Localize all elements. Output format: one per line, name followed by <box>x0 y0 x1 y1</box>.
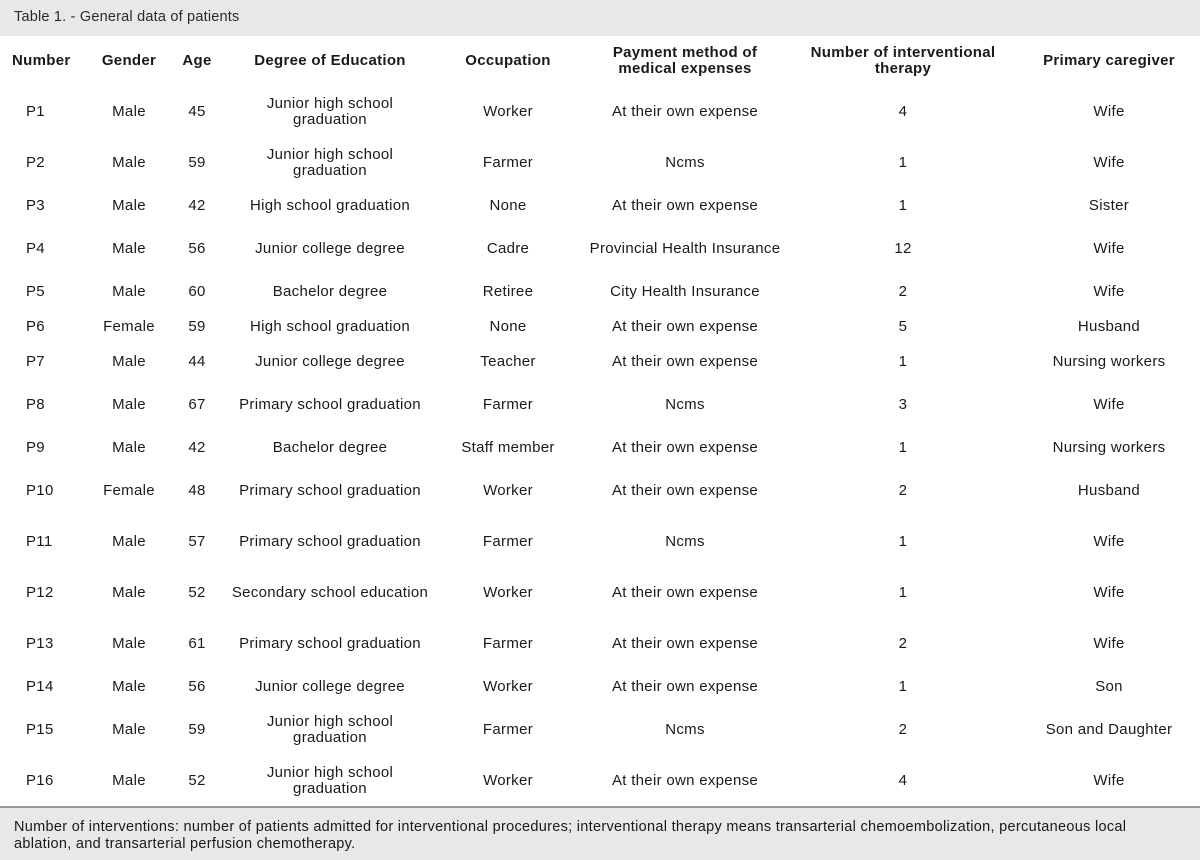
cell-gender: Male <box>112 532 146 550</box>
cell-gender: Male <box>112 771 146 789</box>
cell-therapy: 2 <box>898 720 908 738</box>
cell-education: Bachelor degree <box>272 282 388 300</box>
cell-age: 48 <box>188 481 206 499</box>
table-body <box>0 86 1200 806</box>
cell-number: P4 <box>26 239 45 257</box>
cell-therapy: 3 <box>898 395 908 413</box>
cell-caregiver: Son <box>1095 677 1123 695</box>
header-therapy: Number of interventional therapy <box>810 44 996 77</box>
cell-occupation: Staff member <box>461 438 555 456</box>
cell-gender: Male <box>112 153 146 171</box>
cell-occupation: Retiree <box>482 282 534 300</box>
cell-number: P7 <box>26 352 45 370</box>
cell-gender: Female <box>103 481 155 499</box>
cell-therapy: 2 <box>898 481 908 499</box>
cell-age: 59 <box>188 153 206 171</box>
cell-therapy: 4 <box>898 771 908 789</box>
cell-occupation: Cadre <box>486 239 530 257</box>
cell-payment: At their own expense <box>611 677 759 695</box>
cell-payment: At their own expense <box>611 481 759 499</box>
cell-education: Primary school graduation <box>239 481 421 499</box>
cell-age: 56 <box>188 239 206 257</box>
cell-therapy: 1 <box>898 153 908 171</box>
cell-caregiver: Wife <box>1093 282 1125 300</box>
cell-age: 45 <box>188 102 206 120</box>
cell-education: Junior high school graduation <box>266 145 394 179</box>
cell-education: Primary school graduation <box>239 395 421 413</box>
cell-payment: At their own expense <box>611 196 759 214</box>
cell-education: Junior high school graduation <box>266 94 394 128</box>
cell-occupation: Worker <box>483 771 533 789</box>
cell-caregiver: Son and Daughter <box>1045 720 1173 738</box>
table-row <box>0 465 1200 516</box>
cell-occupation: Worker <box>483 583 533 601</box>
patients-table <box>0 36 1200 806</box>
cell-payment: At their own expense <box>611 634 759 652</box>
cell-number: P6 <box>26 317 45 335</box>
cell-age: 56 <box>188 677 206 695</box>
cell-gender: Male <box>112 282 146 300</box>
cell-payment: Ncms <box>665 720 705 738</box>
table-footnote: Number of interventions: number of patients admitted for interventional procedures; interventional therapy means transarterial chemoembolization, percutaneous local ablation, and transarterial perfusion chemotherapy. <box>0 808 1200 860</box>
table-row <box>0 223 1200 274</box>
cell-gender: Male <box>112 239 146 257</box>
cell-caregiver: Wife <box>1093 634 1125 652</box>
cell-number: P5 <box>26 282 45 300</box>
cell-payment: At their own expense <box>611 438 759 456</box>
table-row <box>0 669 1200 704</box>
table-row <box>0 618 1200 669</box>
cell-therapy: 2 <box>898 282 908 300</box>
cell-payment: City Health Insurance <box>610 282 760 300</box>
cell-age: 42 <box>188 438 206 456</box>
cell-therapy: 1 <box>898 532 908 550</box>
cell-caregiver: Wife <box>1093 771 1125 789</box>
cell-caregiver: Sister <box>1088 196 1130 214</box>
cell-education: Bachelor degree <box>272 438 388 456</box>
header-age: Age <box>182 52 212 69</box>
cell-age: 60 <box>188 282 206 300</box>
table-row <box>0 188 1200 223</box>
cell-number: P1 <box>26 102 45 120</box>
cell-therapy: 1 <box>898 352 908 370</box>
cell-occupation: None <box>489 317 527 335</box>
cell-number: P16 <box>26 771 54 789</box>
cell-payment: At their own expense <box>611 583 759 601</box>
header-gender: Gender <box>101 52 157 69</box>
cell-occupation: Worker <box>483 102 533 120</box>
cell-therapy: 1 <box>898 583 908 601</box>
cell-therapy: 1 <box>898 677 908 695</box>
table-row <box>0 137 1200 188</box>
cell-caregiver: Wife <box>1093 583 1125 601</box>
cell-gender: Male <box>112 352 146 370</box>
cell-gender: Male <box>112 634 146 652</box>
table-row <box>0 86 1200 137</box>
cell-occupation: Farmer <box>482 395 534 413</box>
cell-caregiver: Husband <box>1077 481 1141 499</box>
cell-therapy: 12 <box>894 239 912 257</box>
patients-table-container <box>0 36 1200 806</box>
cell-caregiver: Wife <box>1093 532 1125 550</box>
cell-gender: Male <box>112 196 146 214</box>
cell-education: Junior college degree <box>255 677 405 695</box>
table-row <box>0 430 1200 465</box>
cell-occupation: None <box>489 196 527 214</box>
table-header <box>0 36 1200 86</box>
table-row <box>0 755 1200 806</box>
cell-age: 52 <box>188 771 206 789</box>
cell-caregiver: Nursing workers <box>1052 352 1166 370</box>
header-row <box>0 36 1200 86</box>
table-row <box>0 379 1200 430</box>
cell-caregiver: Husband <box>1077 317 1141 335</box>
cell-payment: At their own expense <box>611 352 759 370</box>
cell-education: Primary school graduation <box>239 532 421 550</box>
cell-number: P13 <box>26 634 54 652</box>
header-education: Degree of Education <box>254 52 406 69</box>
cell-education: High school graduation <box>249 317 411 335</box>
cell-payment: At their own expense <box>611 317 759 335</box>
cell-occupation: Farmer <box>482 720 534 738</box>
cell-payment: Provincial Health Insurance <box>589 239 781 257</box>
cell-gender: Male <box>112 438 146 456</box>
cell-occupation: Teacher <box>480 352 536 370</box>
cell-education: Junior high school graduation <box>266 763 394 797</box>
cell-therapy: 4 <box>898 102 908 120</box>
table-row <box>0 344 1200 379</box>
cell-education: Junior college degree <box>255 352 405 370</box>
cell-number: P15 <box>26 720 54 738</box>
cell-number: P12 <box>26 583 54 601</box>
cell-therapy: 5 <box>898 317 908 335</box>
cell-age: 67 <box>188 395 206 413</box>
cell-gender: Male <box>112 395 146 413</box>
cell-education: Primary school graduation <box>239 634 421 652</box>
cell-number: P11 <box>26 532 53 550</box>
header-occupation: Occupation <box>465 52 551 69</box>
cell-occupation: Farmer <box>482 532 534 550</box>
cell-gender: Male <box>112 102 146 120</box>
cell-gender: Female <box>103 317 155 335</box>
cell-payment: At their own expense <box>611 771 759 789</box>
cell-gender: Male <box>112 677 146 695</box>
cell-number: P14 <box>26 677 54 695</box>
cell-occupation: Farmer <box>482 153 534 171</box>
cell-education: Secondary school education <box>231 583 429 601</box>
cell-age: 57 <box>188 532 206 550</box>
cell-caregiver: Wife <box>1093 239 1125 257</box>
cell-caregiver: Wife <box>1093 102 1125 120</box>
cell-age: 52 <box>188 583 206 601</box>
cell-age: 59 <box>188 317 206 335</box>
cell-age: 59 <box>188 720 206 738</box>
cell-gender: Male <box>112 583 146 601</box>
cell-payment: Ncms <box>665 395 705 413</box>
cell-therapy: 1 <box>898 438 908 456</box>
table-row <box>0 309 1200 344</box>
cell-payment: Ncms <box>665 153 705 171</box>
cell-caregiver: Wife <box>1093 395 1125 413</box>
cell-therapy: 1 <box>898 196 908 214</box>
cell-number: P9 <box>26 438 45 456</box>
cell-payment: Ncms <box>665 532 705 550</box>
cell-education: Junior high school graduation <box>266 712 394 746</box>
cell-number: P10 <box>26 481 54 499</box>
header-payment: Payment method of medical expenses <box>612 44 758 77</box>
cell-occupation: Worker <box>483 481 533 499</box>
cell-number: P3 <box>26 196 45 214</box>
table-row <box>0 516 1200 567</box>
cell-therapy: 2 <box>898 634 908 652</box>
cell-occupation: Farmer <box>482 634 534 652</box>
table-row <box>0 567 1200 618</box>
cell-number: P8 <box>26 395 45 413</box>
cell-education: High school graduation <box>249 196 411 214</box>
table-row <box>0 274 1200 309</box>
cell-age: 61 <box>188 634 206 652</box>
cell-education: Junior college degree <box>255 239 405 257</box>
cell-caregiver: Nursing workers <box>1052 438 1166 456</box>
cell-caregiver: Wife <box>1093 153 1125 171</box>
cell-age: 44 <box>188 352 206 370</box>
header-caregiver: Primary caregiver <box>1043 52 1175 69</box>
cell-payment: At their own expense <box>611 102 759 120</box>
table-caption: Table 1. - General data of patients <box>0 0 1200 36</box>
table-row <box>0 704 1200 755</box>
header-number: Number <box>12 52 71 69</box>
cell-gender: Male <box>112 720 146 738</box>
cell-age: 42 <box>188 196 206 214</box>
cell-occupation: Worker <box>483 677 533 695</box>
cell-number: P2 <box>26 153 45 171</box>
